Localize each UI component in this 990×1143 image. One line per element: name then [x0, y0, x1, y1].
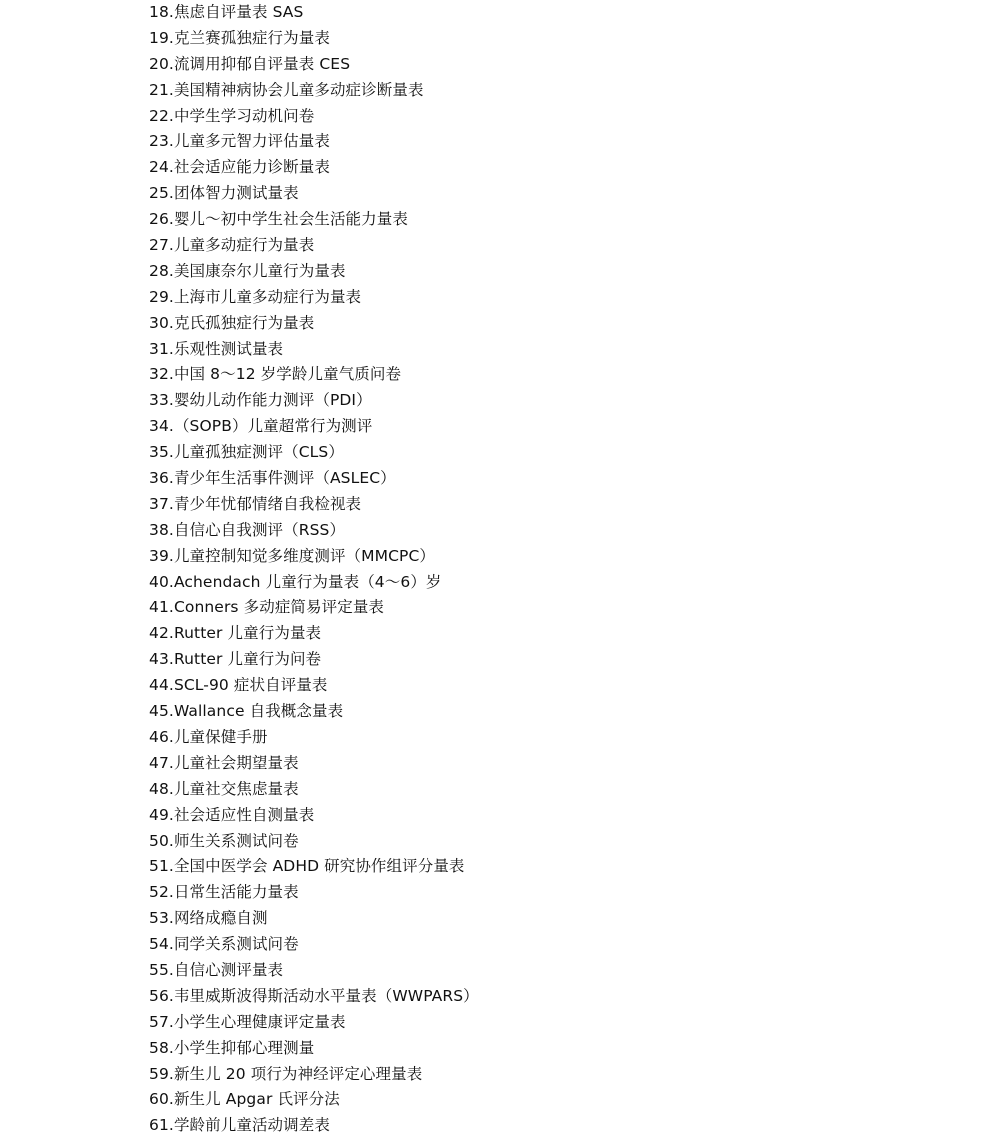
list-item: 52.日常生活能力量表 [149, 883, 299, 902]
list-item: 59.新生儿 20 项行为神经评定心理量表 [149, 1064, 423, 1083]
list-item: 20.流调用抑郁自评量表 CES [149, 54, 351, 73]
list-item: 34.（SOPB）儿童超常行为测评 [149, 417, 373, 436]
list-item: 47.儿童社会期望量表 [149, 753, 299, 772]
list-item: 23.儿童多元智力评估量表 [149, 132, 330, 151]
scale-list [149, 0, 949, 1139]
list-item: 44.SCL-90 症状自评量表 [149, 676, 328, 695]
list-item: 40.Achendach 儿童行为量表（4～6）岁 [149, 572, 442, 591]
list-item: 46.儿童保健手册 [149, 727, 268, 746]
list-item: 45.Wallance 自我概念量表 [149, 702, 344, 721]
list-item: 19.克兰赛孤独症行为量表 [149, 28, 330, 47]
list-item: 39.儿童控制知觉多维度测评（MMCPC） [149, 546, 435, 565]
list-item: 28.美国康奈尔儿童行为量表 [149, 261, 346, 280]
list-item: 36.青少年生活事件测评（ASLEC） [149, 469, 396, 488]
list-item: 51.全国中医学会 ADHD 研究协作组评分量表 [149, 857, 465, 876]
list-item: 32.中国 8～12 岁学龄儿童气质问卷 [149, 365, 402, 384]
list-item: 43.Rutter 儿童行为问卷 [149, 650, 322, 669]
list-item: 30.克氏孤独症行为量表 [149, 313, 315, 332]
list-item: 37.青少年忧郁情绪自我检视表 [149, 494, 362, 513]
list-item: 38.自信心自我测评（RSS） [149, 520, 346, 539]
list-item: 49.社会适应性自测量表 [149, 805, 315, 824]
list-item: 42.Rutter 儿童行为量表 [149, 624, 322, 643]
list-item: 57.小学生心理健康评定量表 [149, 1012, 346, 1031]
list-item: 50.师生关系测试问卷 [149, 831, 299, 850]
list-item: 54.同学关系测试问卷 [149, 935, 299, 954]
list-item: 31.乐观性测试量表 [149, 339, 284, 358]
list-item: 60.新生儿 Apgar 氏评分法 [149, 1090, 340, 1109]
list-item: 35.儿童孤独症测评（CLS） [149, 443, 344, 462]
list-item: 18.焦虑自评量表 SAS [149, 3, 304, 21]
list-item: 33.婴幼儿动作能力测评（PDI） [149, 391, 372, 410]
list-item: 24.社会适应能力诊断量表 [149, 158, 330, 177]
list-item: 26.婴儿～初中学生社会生活能力量表 [149, 210, 408, 229]
list-item: 55.自信心测评量表 [149, 960, 284, 979]
list-item: 41.Conners 多动症简易评定量表 [149, 598, 385, 617]
list-item: 58.小学生抑郁心理测量 [149, 1038, 315, 1057]
list-item: 27.儿童多动症行为量表 [149, 236, 315, 255]
list-item: 53.网络成瘾自测 [149, 909, 268, 928]
list-item: 22.中学生学习动机问卷 [149, 106, 315, 125]
list-item: 56.韦里威斯波得斯活动水平量表（WWPARS） [149, 986, 479, 1005]
list-item: 61.学龄前儿童活动调差表 [149, 1116, 330, 1135]
list-item: 21.美国精神病协会儿童多动症诊断量表 [149, 80, 424, 99]
list-item: 29.上海市儿童多动症行为量表 [149, 287, 362, 306]
list-item: 25.团体智力测试量表 [149, 184, 299, 203]
list-item: 48.儿童社交焦虑量表 [149, 779, 299, 798]
